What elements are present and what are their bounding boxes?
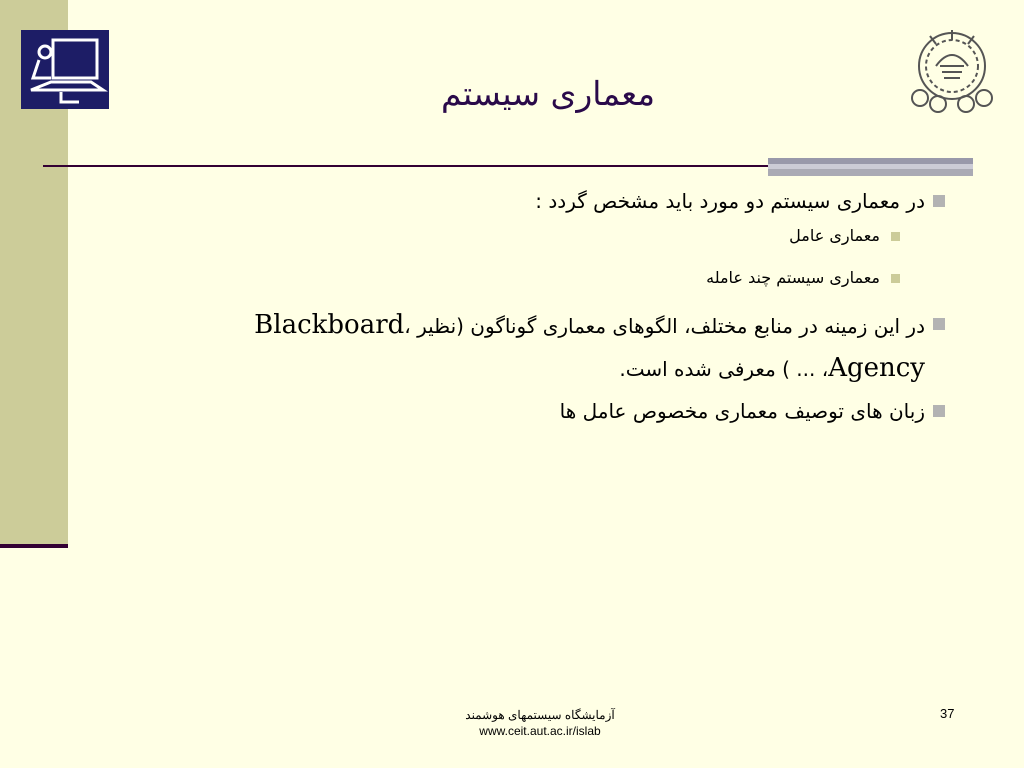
- title-accent-bar: [768, 158, 973, 178]
- university-emblem-icon: [906, 26, 998, 118]
- footer: [430, 707, 650, 739]
- sub-bullet-item: [150, 266, 880, 290]
- sub-bullet-text: معماری عامل: [789, 226, 880, 245]
- side-strip-rule: [0, 544, 68, 548]
- bullet-icon: [933, 405, 945, 417]
- bullet-text: زبان های توصیف معماری مخصوص عامل ها: [559, 399, 925, 423]
- english-term: Blackboard: [254, 310, 405, 340]
- sub-bullet-icon: [891, 274, 900, 283]
- sub-bullet-item: [150, 224, 880, 248]
- separator: ،: [404, 314, 411, 338]
- lab-logo-icon: [21, 30, 109, 109]
- title-rule: [43, 165, 773, 167]
- bullet-text: در معماری سیستم دو مورد باید مشخص گردد :: [535, 189, 925, 213]
- sub-bullet-icon: [891, 232, 900, 241]
- bullet-icon: [933, 318, 945, 330]
- bullet-icon: [933, 195, 945, 207]
- page-number: 37: [940, 706, 955, 721]
- footer-url: www.ceit.aut.ac.ir/islab: [479, 724, 601, 738]
- bullet-item: [150, 304, 925, 390]
- slide-content: [150, 186, 925, 426]
- bullet-text-part: ، ... ) معرفی شده است.: [619, 357, 829, 381]
- english-term: Agency: [828, 353, 925, 383]
- bullet-item: [150, 396, 925, 426]
- bullet-item: [150, 186, 925, 216]
- bullet-text-part: در این زمینه در منابع مختلف، الگوهای معماری گوناگون (نظیر: [410, 314, 925, 338]
- sub-bullet-text: معماری سیستم چند عامله: [706, 268, 880, 287]
- slide-title: معماری سیستم: [441, 74, 655, 113]
- footer-lab-name: آزمایشگاه سیستمهای هوشمند: [465, 708, 615, 722]
